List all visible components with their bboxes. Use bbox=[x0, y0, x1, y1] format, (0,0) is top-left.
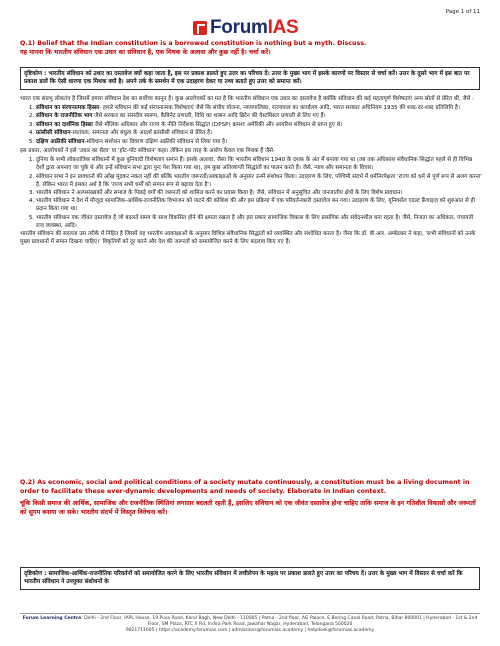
criticism-item bbox=[36, 105, 482, 113]
criticism-item-text: जैसे मौलिक अधिकार और राज्य के नीति निर्देशक सिद्धांत (DPSP) क्रमशः अमेरिकी और आयरिश संविधान से प्राप्त हुए थे। bbox=[92, 121, 343, 128]
approach-2-box: दृष्टिकोण : सामाजिक-आर्थिक-राजनीतिक परिवर्तनों को समायोजित करने के लिए भारतीय संविधान में लचीलेपन के महत्व पर प्रकाश डालते हुए उत्तर का परिचय दें। उत्तर के मुख्य भाग में विस्तार से चर्चा करें कि भारतीय संविधान ने उपयुक्त संशोधनों के bbox=[20, 567, 480, 590]
criticism-item-title: संविधान का संरचनात्मक हिस्सा bbox=[36, 104, 100, 111]
criticism-item-text: -संविधान संशोधन का विवरण दक्षिण अफ्रीकी संविधान से लिया गया है। bbox=[84, 138, 228, 145]
rebuttal-item: 4. भारतीय संविधान ने देश में मौजूदा सामाजिक-आर्थिक-राजनीतिक विभाजन को पाटने की कोशिश की और इस प्रक्रिया में एक परिवर्तनकारी दस्तावेज बन गया। उदाहरण के लिए, यूनिवर्सल एडल्ट फ्रैंचाइज़ को शुरुआत से ही प्रदान किया गया था। bbox=[36, 198, 482, 214]
rebuttal-item: 3. भारतीय संविधान ने अल्पसंख्यकों और समाज के पिछड़े वर्गों की जरूरतों को शामिल करने का प्रयास किया है। जैसे, संविधान में अनुसूचित और जनजातीय क्षेत्रों के लिए विशेष प्रावधान। bbox=[36, 190, 482, 198]
criticism-item-text: -स्वतंत्रता, समानता और बंधुत्व के आदर्श फ्रांसीसी संविधान से प्रेरित हैं। bbox=[70, 130, 213, 137]
criticism-item bbox=[36, 113, 482, 121]
rebuttal-item: 1. दुनिया के सभी लोकतांत्रिक संविधानों में कुछ बुनियादी विशेषताएं समान हैं। इसके अलावा, जैसा कि भारतीय संविधान 1940 के दशक के अंत में बनाया गया था (तब तक अधिकांश संवैधानिक सिद्धांत पहले से ही विभिन्न देशों द्वारा अपनाए जा चुके थे और इन्हें संविधान सभा द्वारा पुनः पेश किया गया था), हम कुछ अतिव्याप्ती सिद्धांतों का पालन करते हैं। जैसे, न्याय और समानता के विचार। bbox=[36, 157, 482, 173]
question-1 bbox=[20, 40, 482, 57]
question-2 bbox=[20, 479, 482, 517]
footer-contacts[interactable]: 9821711605 | https://academy.forumias.com | admissions@forumias.academy | helpdesk@forumias.academy bbox=[125, 628, 375, 633]
criticism-item-text: जैसे सरकार का संसदीय स्वरूप, कैबिनेट प्रणाली, विधि का शासन आदि ब्रिटेन की वेस्टमिंस्टर प्रणाली से लिए गए हैं। bbox=[92, 113, 326, 120]
criticism-item-title: फ्रांसीसी संविधान bbox=[36, 130, 71, 137]
footer-addresses: : Delhi - 2nd Floor, IAPL House, 19 Pusa Road, Karol Bagh, New Delhi - 110005 | Patna - 2nd floor, AG Palace, E Boring Canal Road, Patna, Bihar 800001 | Hyderabad - 1st & 2nd Floor, SM Plaza, RTC X Rd, Indira Park Road, Jawahar Nagar, Hyderabad, Telangana 500020 bbox=[81, 616, 478, 627]
criticism-item bbox=[36, 130, 482, 138]
answer-1-conclusion: भारतीय संविधान की सरलता उस तरीके में निहित है जिसमें यह भारतीय आकांक्षाओं के अनुसार विभिन्न संवैधानिक सिद्धांतों को व्यवस्थित और संशोधित करता है। जैसा कि डॉ. बी.आर. अम्बेडकर ने कहा, 'सभी संविधानों को उनके मुख्य प्रावधानों में समान दिखना चाहिए।' विकृतियों को दूर करने और देश की जरूरतों को समायोजित करने के लिए बदलाव किए गए हैं। bbox=[20, 231, 476, 245]
criticism-list bbox=[20, 105, 482, 147]
logo-forum: Forum bbox=[210, 17, 268, 38]
criticism-item-title: संविधान के राजनीतिक भाग bbox=[36, 113, 93, 120]
approach-1-box: दृष्टिकोण : भारतीय संविधान को उधार का दस्तावेज क्यों कहा जाता है, इस पर प्रकाश डालते हुए उत्तर का परिचय दें। उत्तर के मुख्य भाग में इसके कारणों पर विस्तार से चर्चा करें। उत्तर के दूसरे भाग में इस बात पर प्रकाश डालें कि ऐसी धारणा एक मिथक क्यों है। अपने तर्क के समर्थन में एक उदाहरण देकर या तथ्य बताते हुए उत्तर को समाप्त करें। bbox=[20, 67, 480, 90]
forumias-logo-icon bbox=[193, 21, 207, 35]
rebuttal-item: 2. संविधान सभा ने इन प्रावधानों की आँख मूंदकर नकल नहीं की बल्कि भारतीय जरूरतों/आकांक्षाओं के अनुसार उनमें संशोधन किया। उदाहरण के लिए, पश्चिमी संदर्भ में धर्मनिरपेक्षता 'राज्य को धर्म से पूर्ण रूप से अलग करना' है, लेकिन भारत में इसका अर्थ है कि 'राज्य सभी धर्मों को समान रूप से बढ़ावा देता है'। bbox=[36, 174, 482, 190]
rebuttal-list bbox=[20, 157, 482, 230]
page-number: Page 1 of 11 bbox=[445, 9, 480, 15]
question-2-english: Q.2) As economic, social and political conditions of a society mutate continuously, a constitution must be a living document in order to facilitate these ever-dynamic developments and needs of society. Elaborate in Indian context. bbox=[20, 479, 470, 495]
answer-1-intro: भारत एक संप्रभु लोकतंत्र है जिसमें हमारा संविधान देश का सर्वोच्च कानून है। कुछ आलोचकों का मत है कि भारतीय संविधान एक उधार का दस्तावेज है क्योंकि संविधान की कई महत्वपूर्ण विशेषताएं अन्य स्रोतों से प्रेरित थीं, जैसे : bbox=[20, 96, 474, 102]
footer-brand: Forum Learning Centre bbox=[22, 616, 82, 621]
answer-1-mid: इस प्रकार, आलोचकों ने इसे 'उधार का थैला' या 'हॉट-पॉट संविधान' कहा। लेकिन इस तरह के आरोप केवल एक मिथक हैं जैसे- bbox=[20, 148, 275, 155]
question-2-hindi: चूंकि किसी समाज की आर्थिक, सामाजिक और राजनीतिक स्थितियां लगातार बदलती रहती हैं, इसलिए संविधान को एक जीवंत दस्तावेज होना चाहिए ताकि समाज के इन गतिशील विकासों और जरूरतों को सुगम बनाया जा सके। भारतीय संदर्भ में विस्तृत विवेचना करें। bbox=[20, 500, 476, 516]
criticism-item-title: संविधान का दार्शनिक हिस्सा bbox=[36, 121, 93, 128]
criticism-item-text: - हमारे संविधान की कई संरचनात्मक विशेषताएं जैसे कि संघीय योजना, न्यायपालिका, राज्यपाल का कार्यालय आदि, भारत सरकार अधिनियम 1935 की शब्द-दर-शब्द प्रतिलिपि है। bbox=[99, 104, 460, 111]
question-1-english: Q.1) Belief that the Indian constitution is a borrowed constitution is nothing but a myth. Discuss. bbox=[20, 40, 367, 47]
answer-1 bbox=[20, 96, 482, 248]
logo-ias: IAS bbox=[267, 17, 299, 38]
criticism-item bbox=[36, 122, 482, 130]
criticism-item-title: दक्षिण अफ्रीकी संविधान bbox=[36, 138, 85, 145]
question-1-hindi: यह मानना कि भारतीय संविधान एक उधार का संविधान है, एक मिथक के अलावा और कुछ नहीं है। चर्चा करें। bbox=[20, 48, 271, 56]
forumias-logo bbox=[193, 17, 298, 39]
criticism-item bbox=[36, 139, 482, 147]
rebuttal-item: 5. भारतीय संविधान एक जीवंत दस्तावेज है जो बदलते समय के साथ विकसित होने की क्षमता रखता है और इस प्रकार सामाजिक विकास के लिए प्रासंगिक और संवेदनशील बना रहता है। जैसे, निजता का अधिकार, पंचायती राज व्यवस्था, आदि। bbox=[36, 215, 482, 231]
footer bbox=[20, 613, 480, 634]
